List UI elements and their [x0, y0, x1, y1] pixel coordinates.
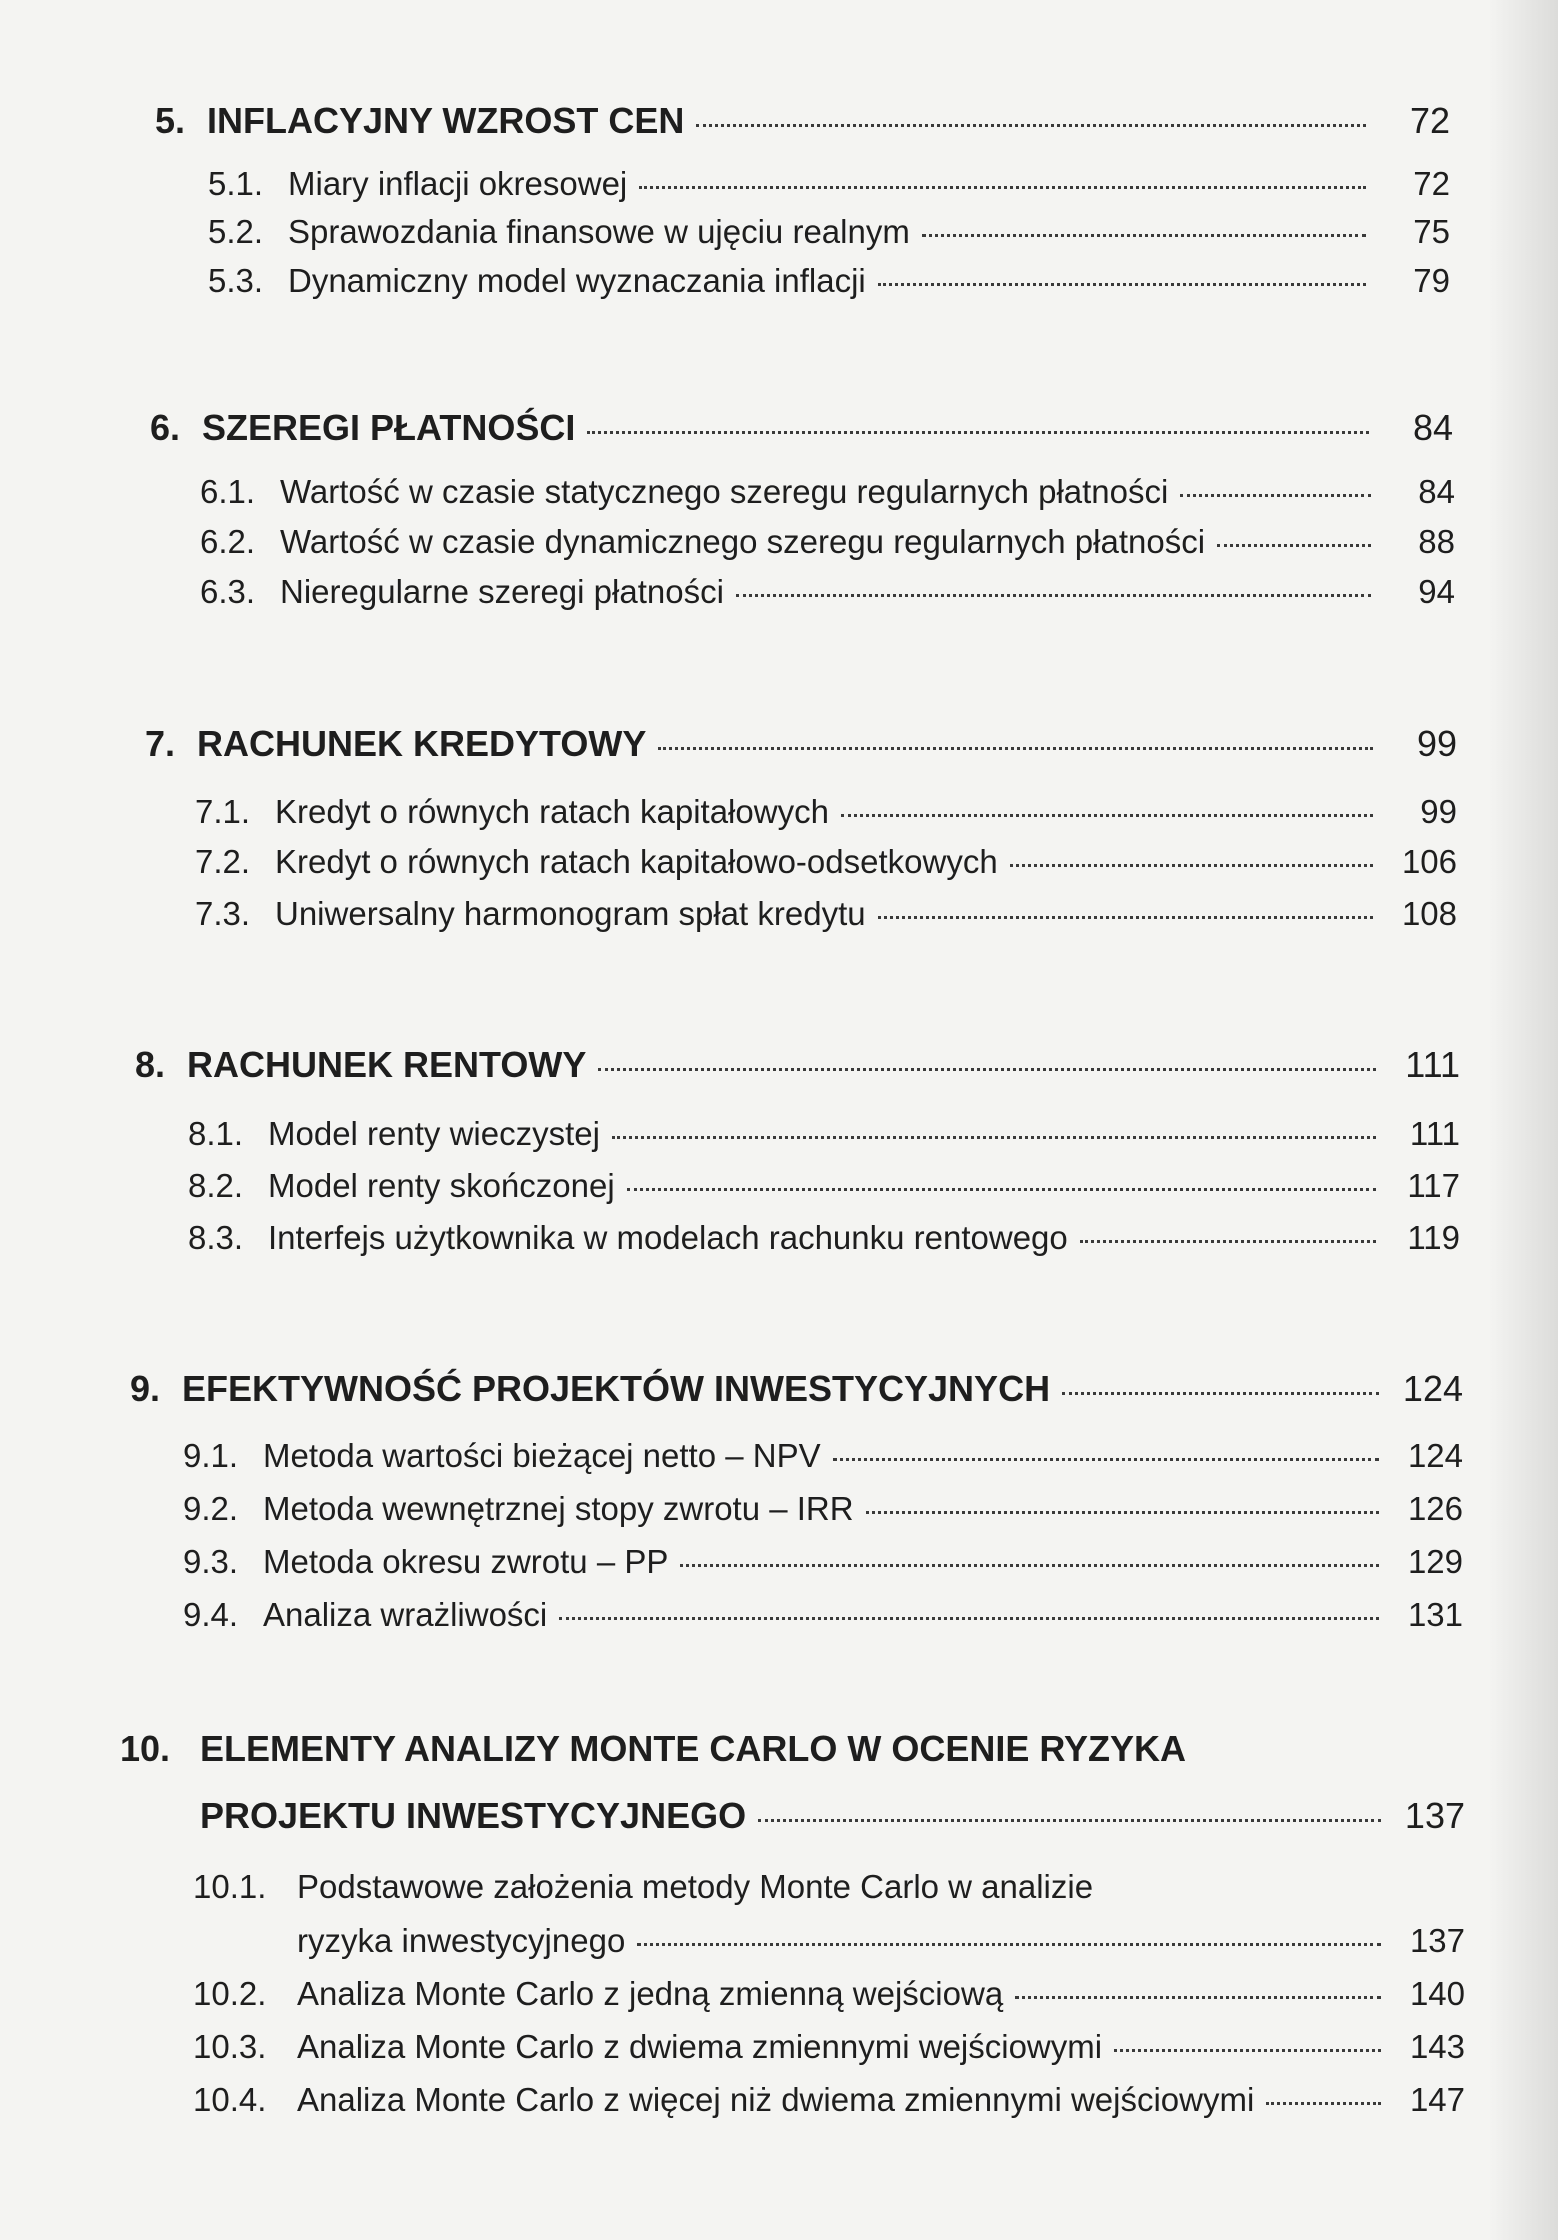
- section-number: 5.3.: [208, 262, 264, 299]
- page-number: 119: [1407, 1219, 1460, 1256]
- section-10-3: [193, 2028, 1465, 2066]
- section-title: Model renty skończonej: [268, 1167, 615, 1204]
- page-number: 129: [1407, 1543, 1463, 1580]
- chapter-number: 9.: [130, 1368, 161, 1409]
- page-number: 126: [1407, 1490, 1463, 1527]
- section-number: 9.1.: [183, 1437, 239, 1474]
- chapter-number: 7.: [145, 723, 176, 764]
- dot-leader: [833, 1458, 1379, 1461]
- section-6-3: [200, 573, 1455, 611]
- dot-leader: [841, 814, 1373, 817]
- page-number: 94: [1418, 573, 1455, 610]
- section-title: Model renty wieczystej: [268, 1115, 600, 1152]
- chapter-title: EFEKTYWNOŚĆ PROJEKTÓW INWESTYCYJNYCH: [182, 1368, 1051, 1409]
- page-number: 147: [1409, 2081, 1465, 2118]
- section-number: 8.1.: [188, 1115, 244, 1152]
- section-title: Wartość w czasie statycznego szeregu regularnych płatności: [280, 473, 1169, 510]
- section-9-2: [183, 1490, 1463, 1528]
- section-5-2: [208, 213, 1450, 251]
- chapter-title: RACHUNEK RENTOWY: [187, 1044, 587, 1085]
- page-number: 106: [1401, 843, 1457, 880]
- dot-leader: [680, 1564, 1379, 1567]
- section-10-2: [193, 1975, 1465, 2013]
- section-title: Dynamiczny model wyznaczania inflacji: [288, 262, 866, 299]
- dot-leader: [878, 283, 1366, 286]
- section-title: Metoda wartości bieżącej netto – NPV: [263, 1437, 821, 1474]
- page-number: 108: [1401, 895, 1457, 932]
- section-title-line1: Podstawowe założenia metody Monte Carlo w analizie: [297, 1868, 1094, 1905]
- dot-leader: [559, 1617, 1379, 1620]
- section-number: 10.1.: [193, 1868, 267, 1905]
- section-title: Sprawozdania finansowe w ujęciu realnym: [288, 213, 910, 250]
- dot-leader: [736, 594, 1371, 597]
- section-title: Analiza wrażliwości: [263, 1596, 548, 1633]
- page-number: 111: [1405, 1044, 1460, 1085]
- section-number: 8.2.: [188, 1167, 244, 1204]
- section-9-3: [183, 1543, 1463, 1581]
- section-title: Wartość w czasie dynamicznego szeregu regularnych płatności: [280, 523, 1206, 560]
- dot-leader: [922, 234, 1366, 237]
- section-number: 10.2.: [193, 1975, 267, 2012]
- chapter-number: 8.: [135, 1044, 166, 1085]
- page-number: 137: [1409, 1922, 1465, 1959]
- chapter-5-heading: [155, 100, 1450, 142]
- section-title-line2: ryzyka inwestycyjnego: [297, 1922, 626, 1959]
- chapter-number: 5.: [155, 100, 186, 141]
- page-number: 72: [1413, 165, 1450, 202]
- dot-leader: [1015, 1996, 1381, 1999]
- section-number: 9.2.: [183, 1490, 239, 1527]
- section-title: Kredyt o równych ratach kapitałowo-odsetkowych: [275, 843, 998, 880]
- section-title: Metoda okresu zwrotu – PP: [263, 1543, 669, 1580]
- section-7-1: [195, 793, 1457, 831]
- section-7-2: [195, 843, 1457, 881]
- page-number: 143: [1409, 2028, 1465, 2065]
- page-number: 99: [1416, 723, 1457, 764]
- dot-leader: [878, 916, 1373, 919]
- dot-leader: [866, 1511, 1379, 1514]
- section-title: Uniwersalny harmonogram spłat kredytu: [275, 895, 866, 932]
- section-number: 9.3.: [183, 1543, 239, 1580]
- section-9-4: [183, 1596, 1463, 1634]
- section-number: 10.3.: [193, 2028, 267, 2065]
- page-number: 99: [1420, 793, 1457, 830]
- page-number: 140: [1409, 1975, 1465, 2012]
- section-7-3: [195, 895, 1457, 933]
- page-number: 79: [1413, 262, 1450, 299]
- section-5-3: [208, 262, 1450, 300]
- section-10-4: [193, 2081, 1465, 2119]
- dot-leader: [627, 1188, 1376, 1191]
- chapter-title: SZEREGI PŁATNOŚCI: [202, 407, 576, 448]
- page-number: 84: [1412, 407, 1453, 448]
- chapter-9-heading: [130, 1368, 1463, 1410]
- dot-leader: [637, 1943, 1381, 1946]
- section-title: Analiza Monte Carlo z dwiema zmiennymi wejściowymi: [297, 2028, 1103, 2065]
- section-number: 6.2.: [200, 523, 256, 560]
- page-number: 124: [1407, 1437, 1463, 1474]
- dot-leader: [1266, 2102, 1381, 2105]
- section-10-1-line1: [193, 1868, 1093, 1906]
- dot-leader: [1080, 1240, 1376, 1243]
- section-title: Analiza Monte Carlo z jedną zmienną wejściową: [297, 1975, 1004, 2012]
- chapter-8-heading: [135, 1044, 1460, 1086]
- section-8-1: [188, 1115, 1460, 1153]
- chapter-number: 6.: [150, 407, 181, 448]
- section-number: 6.1.: [200, 473, 256, 510]
- chapter-title-line1: ELEMENTY ANALIZY MONTE CARLO W OCENIE RYZYKA: [200, 1728, 1187, 1769]
- page-number: 75: [1413, 213, 1450, 250]
- section-number: 5.2.: [208, 213, 264, 250]
- section-title: Nieregularne szeregi płatności: [280, 573, 724, 610]
- dot-leader: [1217, 544, 1371, 547]
- dot-leader: [598, 1068, 1376, 1071]
- dot-leader: [658, 747, 1373, 750]
- section-6-1: [200, 473, 1455, 511]
- section-8-2: [188, 1167, 1460, 1205]
- dot-leader: [612, 1136, 1376, 1139]
- section-9-1: [183, 1437, 1463, 1475]
- section-number: 7.1.: [195, 793, 251, 830]
- page-number: 117: [1407, 1167, 1460, 1204]
- dot-leader: [1180, 494, 1371, 497]
- section-number: 5.1.: [208, 165, 264, 202]
- page-number: 88: [1418, 523, 1455, 560]
- page-number: 72: [1409, 100, 1450, 141]
- chapter-title: RACHUNEK KREDYTOWY: [197, 723, 647, 764]
- dot-leader: [1010, 864, 1373, 867]
- dot-leader: [696, 124, 1366, 127]
- page-number: 124: [1402, 1368, 1463, 1409]
- chapter-10-heading-line2: [200, 1795, 1465, 1837]
- section-title: Kredyt o równych ratach kapitałowych: [275, 793, 829, 830]
- dot-leader: [587, 431, 1369, 434]
- chapter-title-line2: PROJEKTU INWESTYCYJNEGO: [200, 1795, 747, 1836]
- section-number: 9.4.: [183, 1596, 239, 1633]
- page-number: 131: [1407, 1596, 1463, 1633]
- page-number: 111: [1409, 1115, 1460, 1152]
- section-number: 7.2.: [195, 843, 251, 880]
- section-number: 8.3.: [188, 1219, 244, 1256]
- chapter-7-heading: [145, 723, 1457, 765]
- chapter-number: 10.: [120, 1728, 171, 1769]
- chapter-10-heading-line1: [120, 1728, 1186, 1770]
- section-10-1-line2: [297, 1922, 1465, 1960]
- section-title: Miary inflacji okresowej: [288, 165, 628, 202]
- page-number: 137: [1404, 1795, 1465, 1836]
- section-number: 7.3.: [195, 895, 251, 932]
- chapter-title: INFLACYJNY WZROST CEN: [207, 100, 685, 141]
- section-number: 10.4.: [193, 2081, 267, 2118]
- page-number: 84: [1418, 473, 1455, 510]
- section-5-1: [208, 165, 1450, 203]
- section-title: Metoda wewnętrznej stopy zwrotu – IRR: [263, 1490, 854, 1527]
- dot-leader: [1114, 2049, 1381, 2052]
- dot-leader: [758, 1819, 1381, 1822]
- chapter-6-heading: [150, 407, 1453, 449]
- section-8-3: [188, 1219, 1460, 1257]
- section-number: 6.3.: [200, 573, 256, 610]
- section-title: Analiza Monte Carlo z więcej niż dwiema zmiennymi wejściowymi: [297, 2081, 1255, 2118]
- section-title: Interfejs użytkownika w modelach rachunku rentowego: [268, 1219, 1068, 1256]
- dot-leader: [1062, 1392, 1379, 1395]
- section-6-2: [200, 523, 1455, 561]
- dot-leader: [639, 186, 1366, 189]
